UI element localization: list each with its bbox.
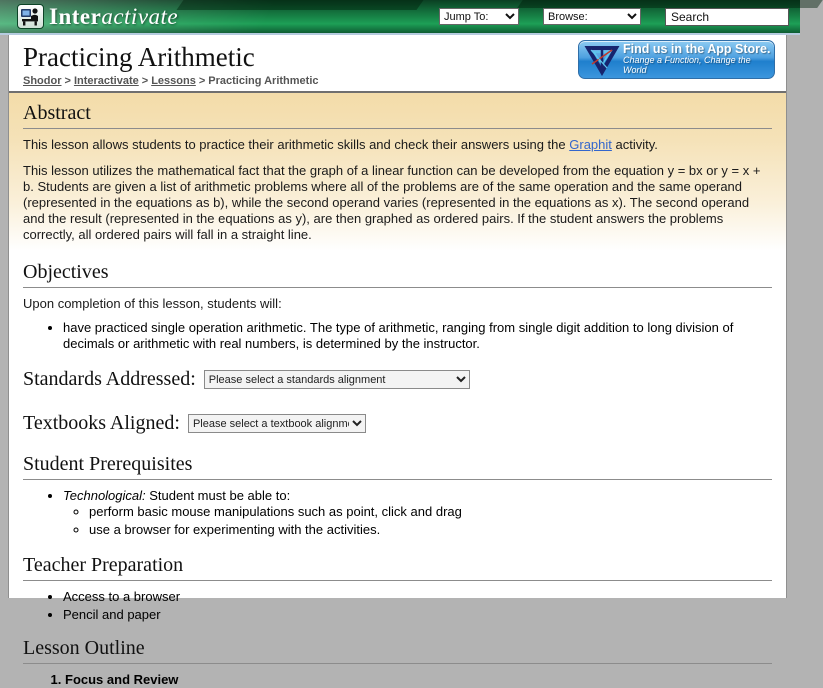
page-title: Practicing Arithmetic: [23, 42, 255, 72]
abstract-p1-before: This lesson allows students to practice their arithmetic skills and check their answers using the: [23, 137, 570, 152]
prerequisites-list: [63, 488, 772, 538]
browse-select[interactable]: [543, 8, 641, 25]
teacher-preparation-item: • Pencil and paper: [63, 607, 772, 623]
standards-heading: Standards Addressed:: [23, 368, 196, 390]
interactivate-logo-icon[interactable]: [17, 4, 44, 29]
breadcrumb-separator: >: [141, 75, 149, 87]
standards-alignment-select[interactable]: [204, 370, 470, 389]
header-ribbon-decoration: [517, 0, 823, 8]
section-lesson-outline: [9, 625, 786, 688]
header-ribbon-decoration: [176, 0, 423, 10]
section-teacher-preparation: [9, 540, 786, 623]
app-store-line2: Change a Function, Change the World: [623, 55, 751, 76]
app-store-line1: Find us in the App Store.: [623, 41, 771, 56]
prerequisites-item-rest: Student must be able to:: [145, 488, 291, 503]
abstract-heading: Abstract: [23, 102, 772, 129]
teacher-preparation-heading: Teacher Preparation: [23, 554, 772, 581]
prerequisites-subitem: ◦ use a browser for experimenting with the activities.: [89, 522, 772, 538]
person-at-computer-icon: [20, 7, 41, 26]
objectives-heading: Objectives: [23, 261, 772, 288]
brand-bold: Inter: [49, 3, 102, 29]
brand-italic: activate: [101, 3, 179, 29]
title-block: [9, 35, 786, 93]
objectives-intro: Upon completion of this lesson, students will:: [23, 296, 282, 311]
teacher-preparation-list: [63, 589, 772, 623]
section-standards: [23, 368, 772, 391]
prerequisites-item-label: Technological:: [63, 488, 146, 503]
breadcrumb-link-lessons[interactable]: Lessons: [151, 75, 196, 87]
app-store-button-text: [623, 43, 774, 77]
objectives-item: • have practiced single operation arithmetic. The type of arithmetic, ranging from single digit addition to long division of decimals or arithmetic with real numbers, is determined by the instructor.: [63, 320, 772, 352]
section-abstract: [9, 93, 786, 251]
breadcrumb-separator: >: [198, 75, 206, 87]
abstract-p1-after: activity.: [611, 137, 658, 152]
abstract-paragraph-1: [23, 137, 772, 153]
breadcrumb-link-interactivate[interactable]: Interactivate: [73, 75, 139, 87]
jump-to-select[interactable]: [439, 8, 519, 25]
teacher-preparation-item: • Access to a browser: [63, 589, 772, 605]
breadcrumb-link-shodor[interactable]: Shodor: [23, 75, 62, 87]
site-brand[interactable]: [49, 4, 178, 30]
section-textbooks: [23, 412, 772, 435]
textbooks-heading: Textbooks Aligned:: [23, 412, 180, 434]
abstract-paragraph-2: This lesson utilizes the mathematical fact that the graph of a linear function can be developed from the equation y = bx or y = x + b. Students are given a list of arithmetic problems where all of the problems are of the same operation and the same operand (represented in the equations as b), while the second operand varies (represented in the equations as x). The second operand and the result (represented in the equations as y), are then graphed as ordered pairs. If the student answers the problems correctly, all ordered pairs will fall in a straight line.: [23, 163, 761, 242]
section-objectives: [9, 251, 786, 352]
app-store-button[interactable]: [578, 40, 775, 79]
site-header: [0, 0, 800, 35]
breadcrumb-current-page: Practicing Arithmetic: [208, 75, 319, 87]
lesson-outline-heading: Lesson Outline: [23, 637, 772, 664]
prerequisites-heading: Student Prerequisites: [23, 453, 772, 480]
breadcrumb-separator: >: [64, 75, 71, 87]
graphit-link[interactable]: Graphit: [569, 137, 612, 152]
interactivate-app-logo-icon: [585, 44, 619, 76]
prerequisites-item: [63, 488, 772, 538]
prerequisites-sublist: [89, 504, 772, 538]
search-input[interactable]: [665, 8, 789, 26]
textbook-alignment-select[interactable]: [188, 414, 366, 433]
prerequisites-subitem: ◦ perform basic mouse manipulations such as point, click and drag: [89, 504, 772, 520]
lesson-outline-list: [65, 672, 772, 688]
section-prerequisites: [9, 435, 786, 538]
objectives-list: [63, 320, 772, 352]
lesson-outline-item: 1. Focus and Review: [65, 672, 772, 688]
page-content: [8, 35, 787, 687]
